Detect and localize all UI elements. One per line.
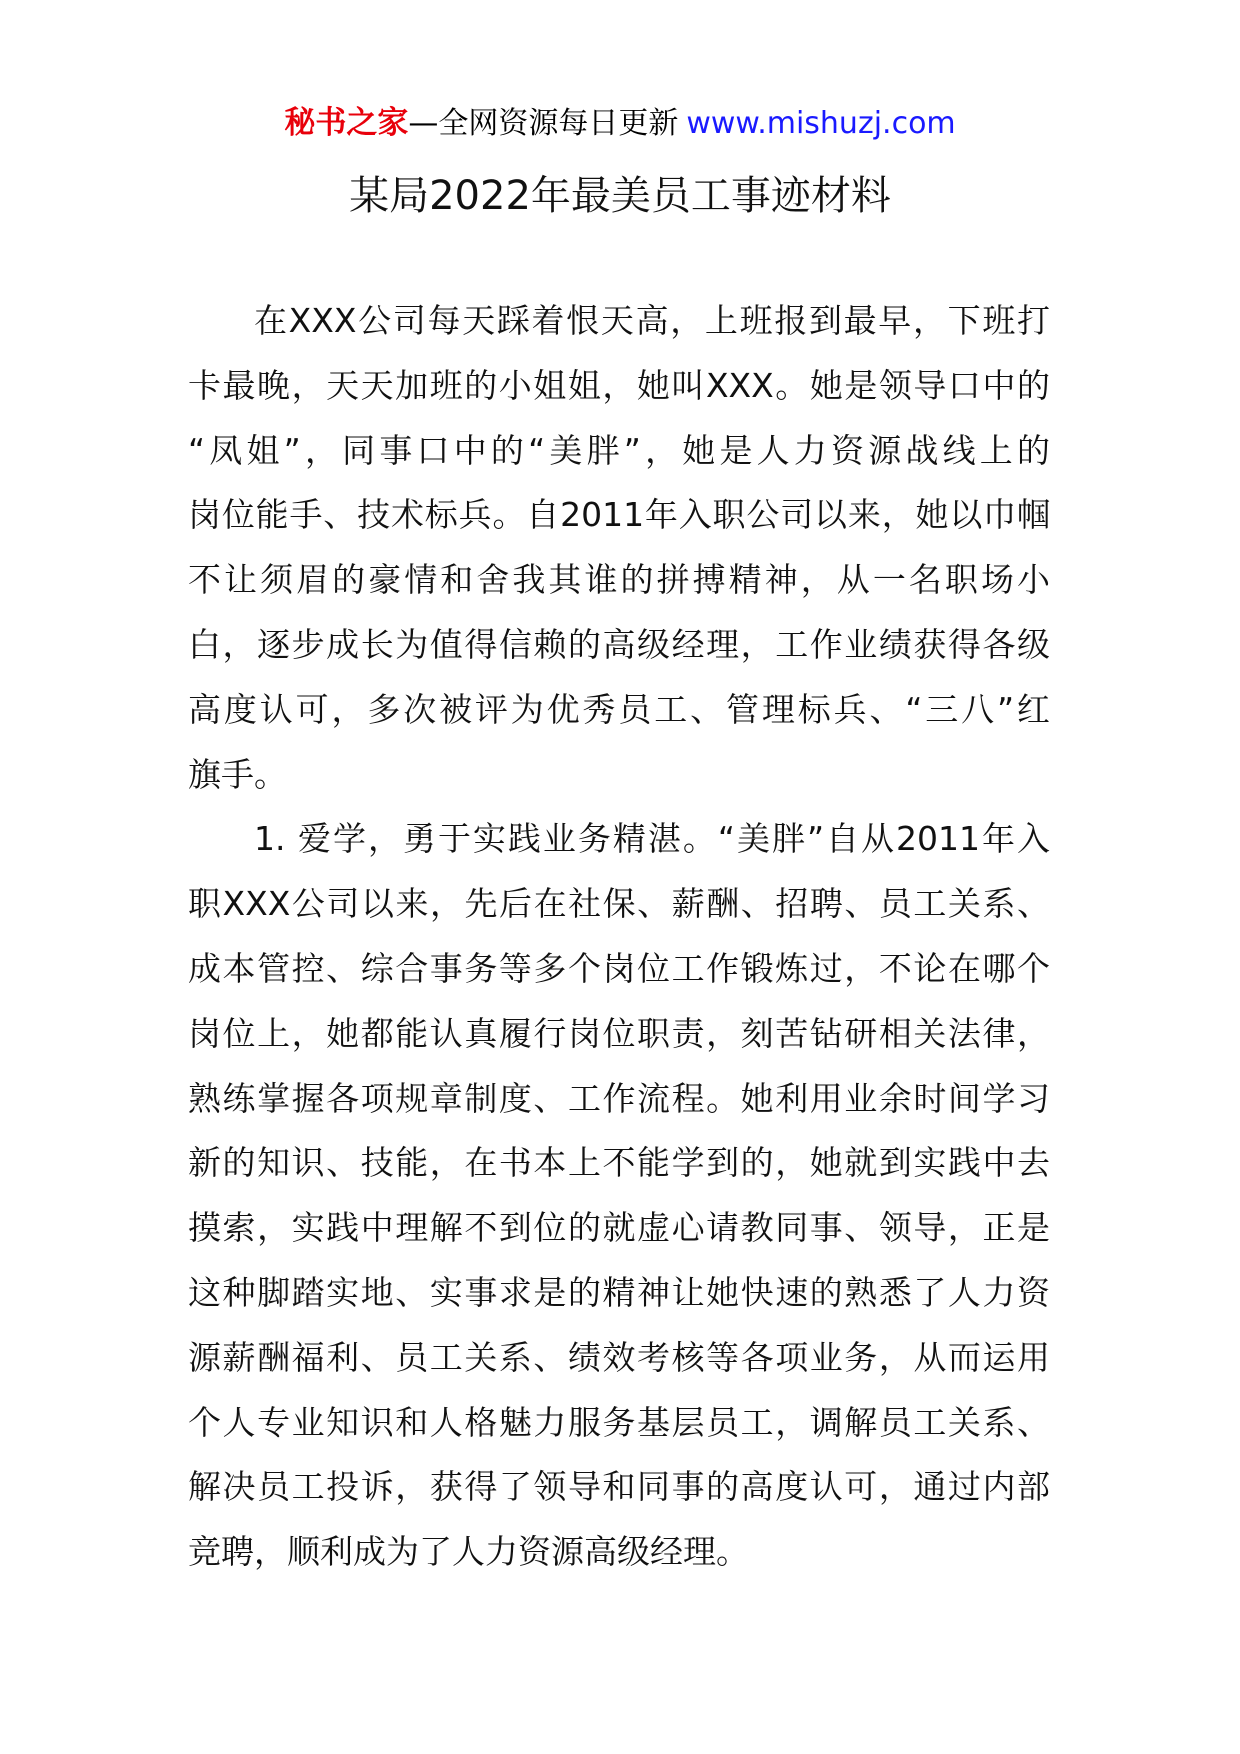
text-line: 高度认可，多次被评为优秀员工、管理标兵、“三八”红 [188,689,1050,729]
text-line: 竞聘，顺利成为了人力资源高级经理。 [188,1532,749,1572]
text-line: 岗位上，她都能认真履行岗位职责，刻苦钻研相关法律， [188,1013,1050,1053]
text-line: 摸索，实践中理解不到位的就虚心请教同事、领导，正是 [188,1208,1050,1248]
paragraph-1 [188,289,1050,807]
paragraph-2 [188,807,1050,1585]
text-line: 成本管控、综合事务等多个岗位工作锻炼过，不论在哪个 [188,948,1050,988]
text-line: 1. 爱学，勇于实践业务精湛。“美胖”自从2011年入 [254,819,1050,859]
text-line: 不让须眉的豪情和舍我其谁的拼搏精神，从一名职场小 [188,560,1050,600]
text-line: 这种脚踏实地、实事求是的精神让她快速的熟悉了人力资 [188,1272,1050,1312]
text-line: 熟练掌握各项规章制度、工作流程。她利用业余时间学习 [188,1078,1050,1118]
text-line: 白，逐步成长为值得信赖的高级经理，工作业绩获得各级 [188,624,1050,664]
text-line: 职XXX公司以来，先后在社保、薪酬、招聘、员工关系、 [188,884,1050,924]
text-line: 新的知识、技能，在书本上不能学到的，她就到实践中去 [188,1143,1050,1183]
watermark-header [0,101,1240,145]
header-tagline: —全网资源每日更新 [408,106,679,141]
header-brand: 秘书之家 [284,105,409,141]
text-line: 个人专业知识和人格魅力服务基层员工，调解员工关系、 [188,1402,1050,1442]
text-line: 在XXX公司每天踩着恨天高，上班报到最早，下班打 [254,301,1050,340]
header-url: www.mishuzj.com [686,106,956,141]
text-line: “凤姐”，同事口中的“美胖”，她是人力资源战线上的 [188,430,1050,470]
text-line: 旗手。 [188,754,287,794]
text-line: 源薪酬福利、员工关系、绩效考核等各项业务，从而运用 [188,1337,1050,1377]
text-line: 岗位能手、技术标兵。自2011年入职公司以来，她以巾帼 [188,495,1050,535]
document-body [188,289,1050,1585]
text-line: 卡最晚，天天加班的小姐姐，她叫XXX。她是领导口中的 [188,365,1050,405]
text-line: 解决员工投诉，获得了领导和同事的高度认可，通过内部 [188,1467,1050,1507]
page-title: 某局2022年最美员工事迹材料 [349,173,891,219]
